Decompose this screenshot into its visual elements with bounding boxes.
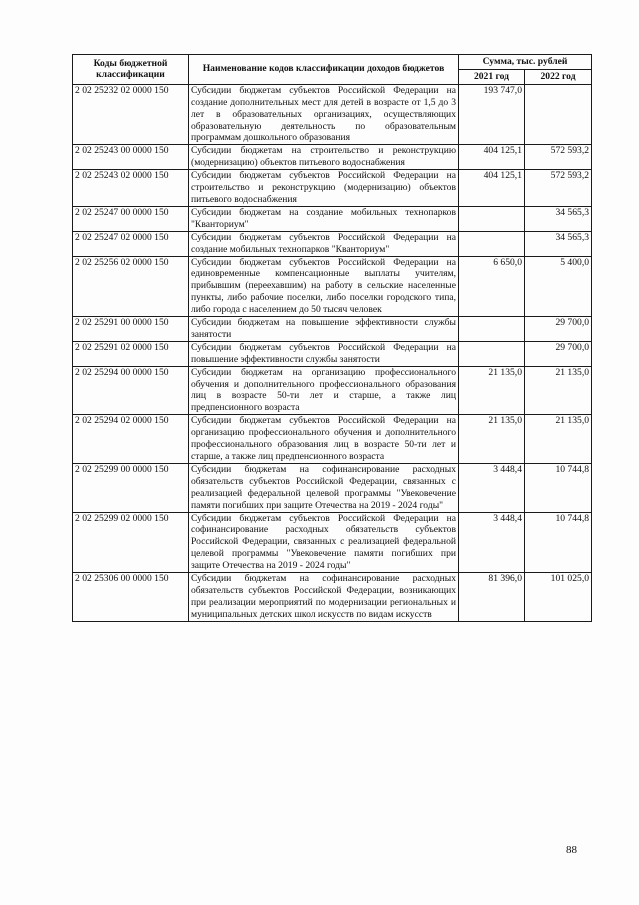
code-cell: 2 02 25232 02 0000 150 <box>73 84 189 145</box>
name-cell: Субсидии бюджетам на софинансирование расходных обязательств субъектов Российской Федерации, связанных с реализацией федеральной целевой программы "Увековечение памяти погибших при защите Отечества на 2019 - 2024 годы" <box>189 463 459 512</box>
name-cell: Субсидии бюджетам на создание мобильных технопарков "Кванториум" <box>189 206 459 231</box>
name-cell: Субсидии бюджетам на строительство и реконструкцию (модернизацию) объектов питьевого водоснабжения <box>189 145 459 170</box>
amount-2022-cell: 10 744,8 <box>525 463 592 512</box>
name-cell: Субсидии бюджетам на повышение эффективности службы занятости <box>189 317 459 342</box>
table-row <box>73 366 592 415</box>
amount-2022-cell <box>525 84 592 145</box>
amount-2021-cell: 193 747,0 <box>459 84 525 145</box>
amount-2021-cell <box>459 231 525 256</box>
budget-table <box>72 54 592 622</box>
amount-2021-cell <box>459 341 525 366</box>
amount-2022-cell: 10 744,8 <box>525 512 592 573</box>
code-cell: 2 02 25299 02 0000 150 <box>73 512 189 573</box>
code-cell: 2 02 25247 02 0000 150 <box>73 231 189 256</box>
amount-2021-cell <box>459 317 525 342</box>
code-cell: 2 02 25306 00 0000 150 <box>73 573 189 622</box>
amount-2022-cell: 34 565,3 <box>525 206 592 231</box>
header-name: Наименование кодов классификации доходов бюджетов <box>189 55 459 85</box>
amount-2021-cell: 404 125,1 <box>459 170 525 207</box>
name-cell: Субсидии бюджетам на организацию профессионального обучения и дополнительного профессионального образования лиц в возрасте 50-ти лет и старше, а также лиц предпенсионного возраста <box>189 366 459 415</box>
table-body <box>73 84 592 621</box>
amount-2022-cell: 21 135,0 <box>525 366 592 415</box>
table-row <box>73 206 592 231</box>
code-cell: 2 02 25299 00 0000 150 <box>73 463 189 512</box>
table-row <box>73 84 592 145</box>
amount-2022-cell: 34 565,3 <box>525 231 592 256</box>
amount-2022-cell: 101 025,0 <box>525 573 592 622</box>
table-row <box>73 341 592 366</box>
amount-2021-cell: 21 135,0 <box>459 366 525 415</box>
name-cell: Субсидии бюджетам субъектов Российской Федерации на создание дополнительных мест для детей в возрасте от 1,5 до 3 лет в образовательных организациях, осуществляющих образовательную деятельность по образовательным программам дошкольного образования <box>189 84 459 145</box>
amount-2022-cell: 5 400,0 <box>525 256 592 317</box>
code-cell: 2 02 25291 00 0000 150 <box>73 317 189 342</box>
table-row <box>73 317 592 342</box>
code-cell: 2 02 25247 00 0000 150 <box>73 206 189 231</box>
name-cell: Субсидии бюджетам на софинансирование расходных обязательств субъектов Российской Федерации, возникающих при реализации мероприятий по модернизации региональных и муниципальных детских школ искусств по видам искусств <box>189 573 459 622</box>
name-cell: Субсидии бюджетам субъектов Российской Федерации на строительство и реконструкцию (модернизацию) объектов питьевого водоснабжения <box>189 170 459 207</box>
amount-2021-cell: 21 135,0 <box>459 415 525 464</box>
page-number: 88 <box>566 844 577 856</box>
name-cell: Субсидии бюджетам субъектов Российской Федерации на создание мобильных технопарков "Кванториум" <box>189 231 459 256</box>
code-cell: 2 02 25291 02 0000 150 <box>73 341 189 366</box>
amount-2022-cell: 572 593,2 <box>525 145 592 170</box>
header-sum: Сумма, тыс. рублей <box>459 55 592 70</box>
table-header <box>73 55 592 85</box>
name-cell: Субсидии бюджетам субъектов Российской Федерации на организацию профессионального обучения и дополнительного профессионального образования лиц в возрасте 50-ти лет и старше, а также лиц предпенсионного возраста <box>189 415 459 464</box>
name-cell: Субсидии бюджетам субъектов Российской Федерации на софинансирование расходных обязательств субъектов Российской Федерации, связанных с реализацией федеральной целевой программы "Увековечение памяти погибших при защите Отечества на 2019 - 2024 годы" <box>189 512 459 573</box>
code-cell: 2 02 25256 02 0000 150 <box>73 256 189 317</box>
amount-2022-cell: 29 700,0 <box>525 341 592 366</box>
table-row <box>73 573 592 622</box>
amount-2022-cell: 21 135,0 <box>525 415 592 464</box>
header-year-2021: 2021 год <box>459 69 525 84</box>
amount-2021-cell: 3 448,4 <box>459 512 525 573</box>
header-codes: Коды бюджетной классификации <box>73 55 189 85</box>
code-cell: 2 02 25294 00 0000 150 <box>73 366 189 415</box>
code-cell: 2 02 25294 02 0000 150 <box>73 415 189 464</box>
table-row <box>73 415 592 464</box>
code-cell: 2 02 25243 02 0000 150 <box>73 170 189 207</box>
name-cell: Субсидии бюджетам субъектов Российской Федерации на повышение эффективности службы занятости <box>189 341 459 366</box>
code-cell: 2 02 25243 00 0000 150 <box>73 145 189 170</box>
table-row <box>73 170 592 207</box>
amount-2021-cell: 6 650,0 <box>459 256 525 317</box>
table-row <box>73 145 592 170</box>
amount-2021-cell <box>459 206 525 231</box>
table-row <box>73 231 592 256</box>
name-cell: Субсидии бюджетам субъектов Российской Федерации на единовременные компенсационные выплаты учителям, прибывшим (переехавшим) на работу в сельские населенные пункты, либо рабочие поселки, либо поселки городского типа, либо города с населением до 50 тысяч человек <box>189 256 459 317</box>
amount-2021-cell: 81 396,0 <box>459 573 525 622</box>
table-row <box>73 256 592 317</box>
amount-2022-cell: 572 593,2 <box>525 170 592 207</box>
amount-2021-cell: 3 448,4 <box>459 463 525 512</box>
table-row <box>73 463 592 512</box>
amount-2021-cell: 404 125,1 <box>459 145 525 170</box>
header-year-2022: 2022 год <box>525 69 592 84</box>
amount-2022-cell: 29 700,0 <box>525 317 592 342</box>
table-row <box>73 512 592 573</box>
